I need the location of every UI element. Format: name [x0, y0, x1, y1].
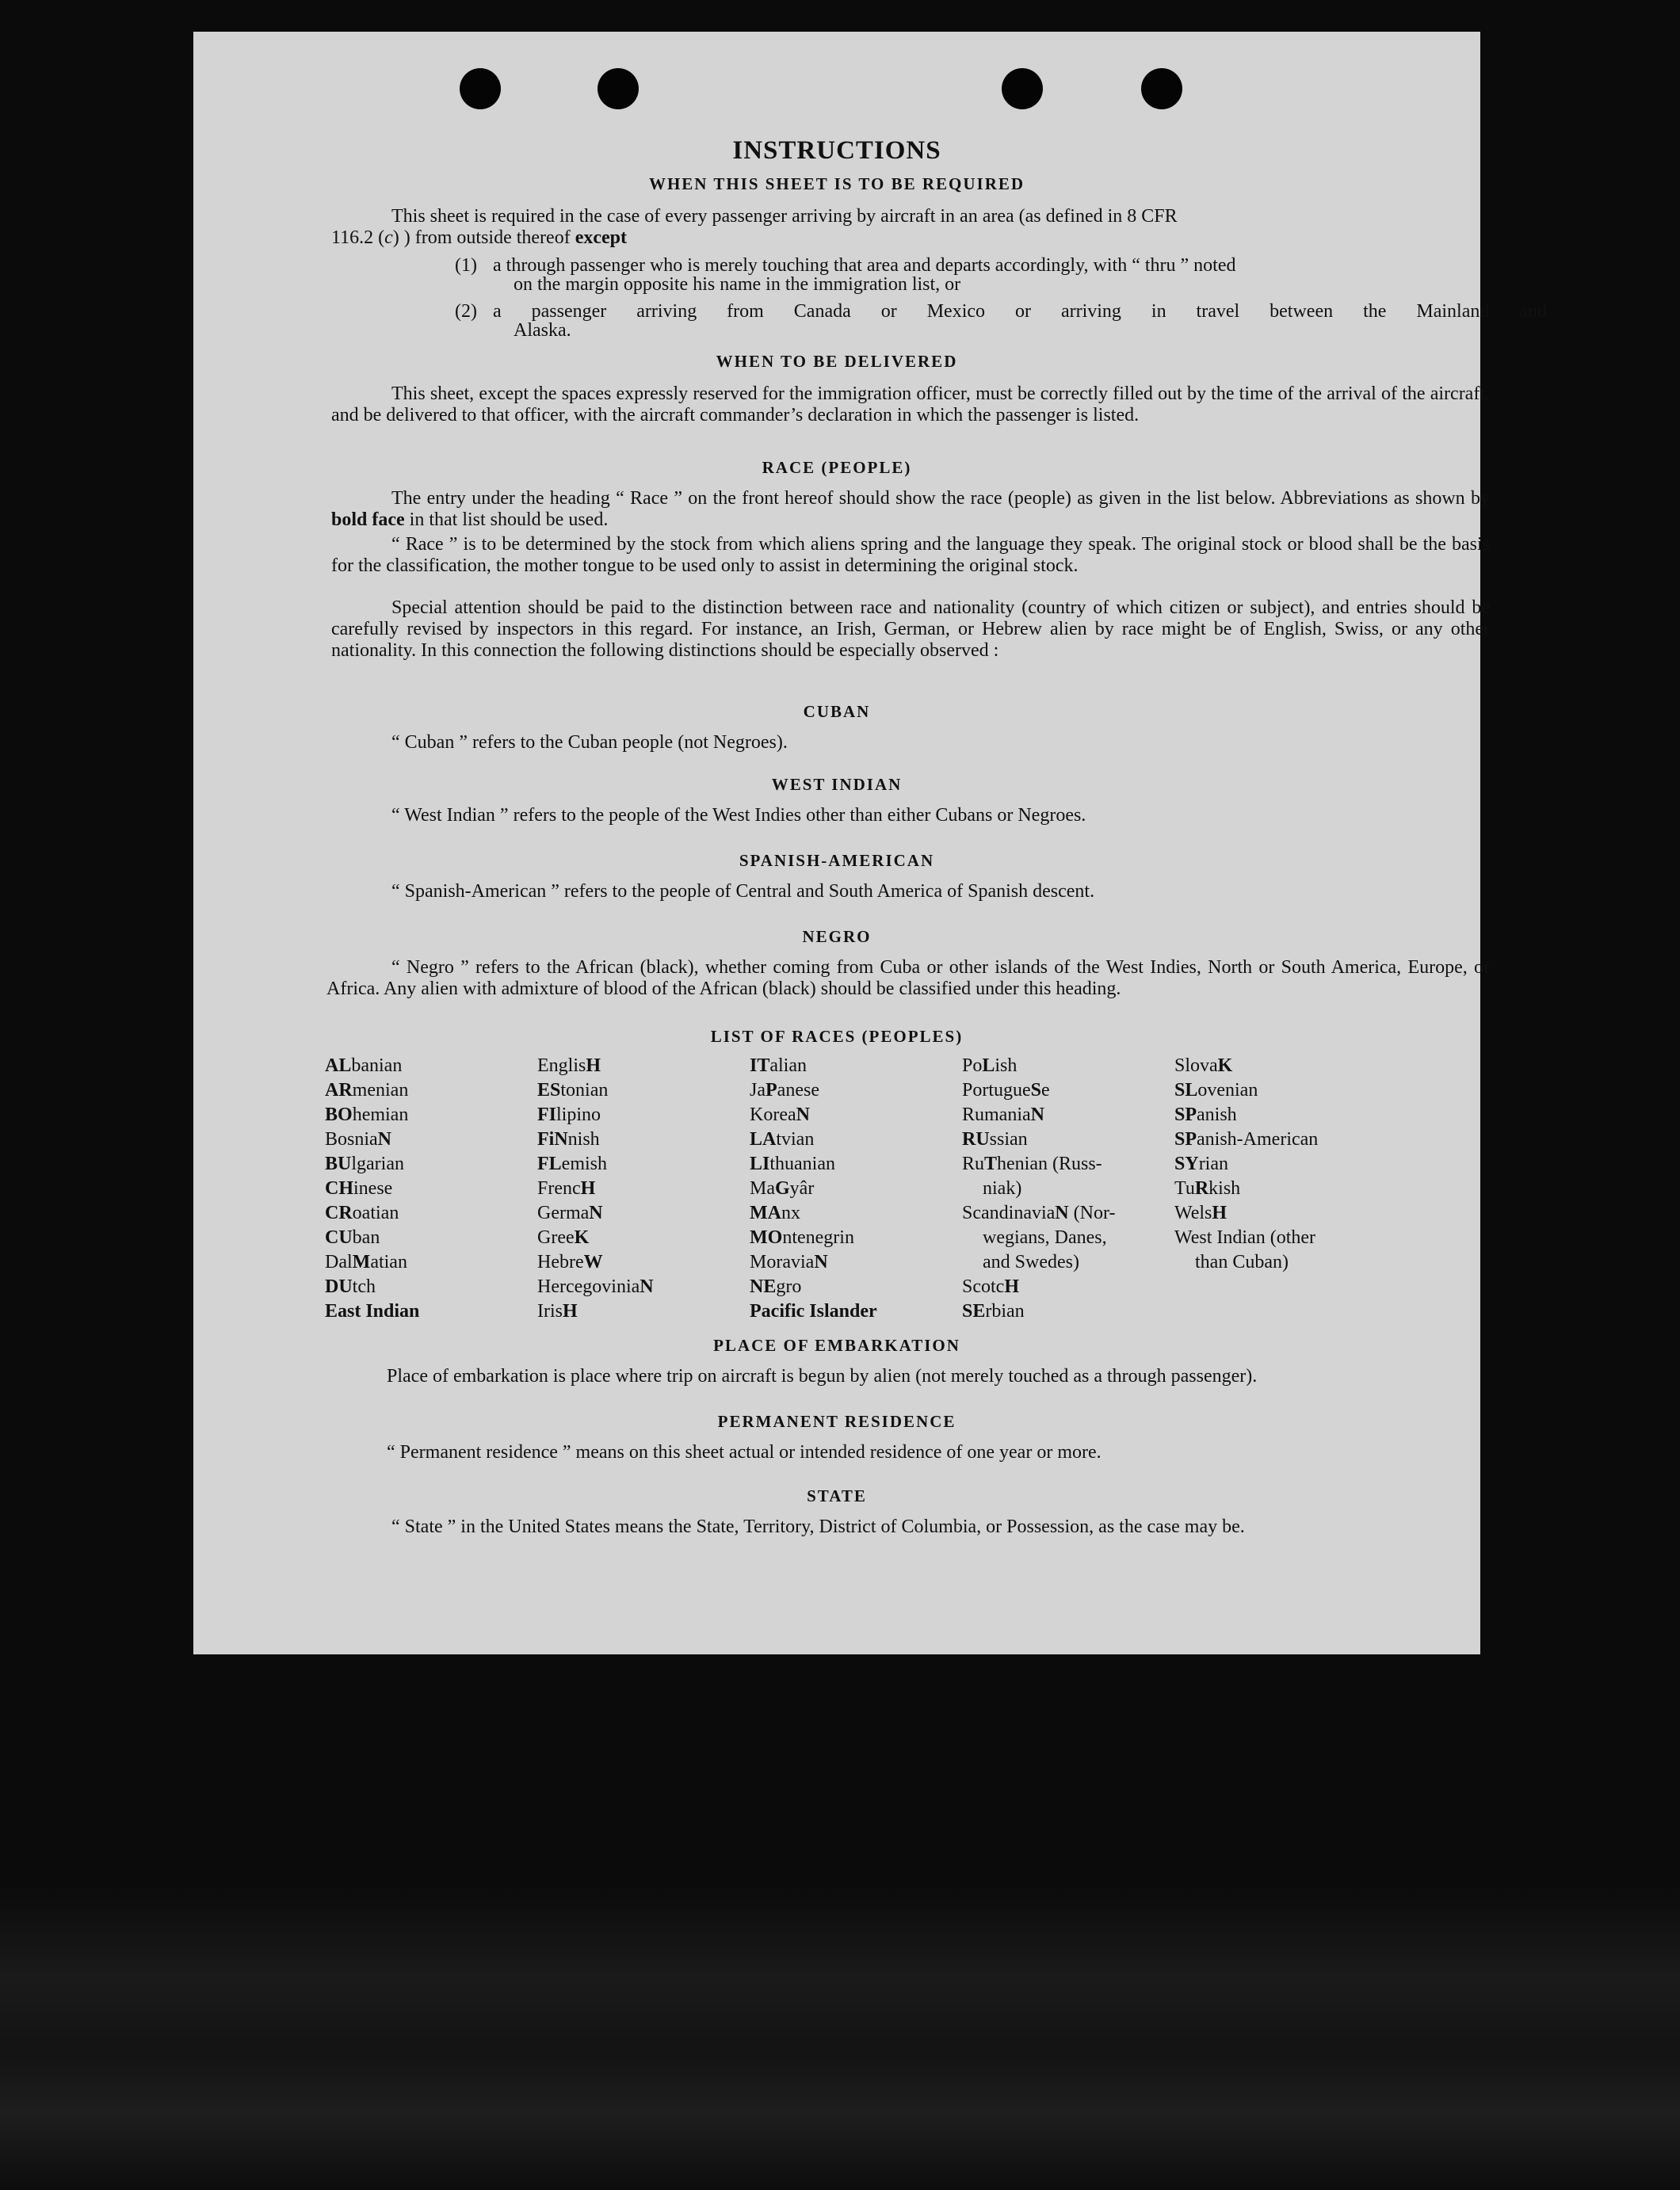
- race-entry-part: West Indian (other: [1174, 1227, 1316, 1248]
- race-entry: [750, 1078, 962, 1103]
- race-entry: [537, 1103, 750, 1127]
- race-entry-part: East Indian: [325, 1301, 420, 1322]
- race-entry-part: H: [1004, 1276, 1019, 1297]
- race-entry: [325, 1299, 537, 1324]
- race-entry-part: Korea: [750, 1105, 796, 1125]
- race-entry-part: FL: [537, 1154, 562, 1174]
- race-entry-part: H: [1212, 1203, 1228, 1223]
- race-entry-part: Hebre: [537, 1252, 584, 1272]
- race-entry-part: Wels: [1174, 1203, 1212, 1223]
- race-entry-part: SP: [1174, 1105, 1197, 1125]
- race-column: [750, 1054, 962, 1324]
- race-entry-part: BO: [325, 1105, 353, 1125]
- race-entry-part: Tu: [1174, 1178, 1195, 1199]
- item-2-line2: Alaska.: [514, 320, 571, 341]
- race-entry-part: yâr: [789, 1178, 815, 1199]
- race-entry: [1174, 1078, 1387, 1103]
- race-entry-part: hemian: [352, 1105, 409, 1125]
- race-entry-part: tvian: [776, 1129, 815, 1150]
- negro-text: “ Negro ” refers to the African (black), whether coming from Cuba or other islands of the West Indies, North or South America, Europe, or Africa. Any alien with admixture of blood of the African (black) should be classified under this heading.: [326, 957, 1490, 999]
- race-entry: [1174, 1201, 1387, 1226]
- race-entry: [1174, 1152, 1387, 1177]
- section-heading-embarkation: PLACE OF EMBARKATION: [713, 1336, 960, 1355]
- item-2-line1: a passenger arriving from Canada or Mexico or arriving in travel between the Mainland and: [493, 301, 1547, 322]
- race-entry: [962, 1299, 1174, 1324]
- race-entry-part: Po: [962, 1055, 983, 1076]
- race-entry: [962, 1127, 1174, 1152]
- race-entry: [750, 1299, 962, 1324]
- race-entry: [1174, 1177, 1387, 1201]
- race-entry: [325, 1177, 537, 1201]
- race-entry-part: CH: [325, 1178, 353, 1199]
- section-heading-state: STATE: [807, 1486, 867, 1505]
- race-entry: [962, 1250, 1174, 1275]
- race-entry-part: SL: [1174, 1080, 1198, 1101]
- race-entry-part: Englis: [537, 1055, 586, 1076]
- item-number-1: (1): [455, 255, 477, 276]
- required-intro-line1: This sheet is required in the case of every passenger arriving by aircraft in an area (as defined in 8 CFR: [391, 206, 1178, 227]
- race-entry: [750, 1226, 962, 1250]
- race-entry: [325, 1127, 537, 1152]
- race-entry-part: e: [1041, 1080, 1050, 1101]
- race-entry-part: kish: [1208, 1178, 1241, 1199]
- race-entry: [750, 1152, 962, 1177]
- race-entry: [325, 1152, 537, 1177]
- race-entry: [1174, 1103, 1387, 1127]
- race-entry-part: menian: [352, 1080, 409, 1101]
- race-entry-part: G: [775, 1178, 790, 1199]
- race-entry-part: Ma: [750, 1178, 775, 1199]
- race-entry-part: ntenegrin: [782, 1227, 854, 1248]
- race-entry: [750, 1054, 962, 1078]
- race-entry-part: thuanian: [769, 1154, 835, 1174]
- race-entry: [325, 1250, 537, 1275]
- race-column: [537, 1054, 750, 1324]
- race-entry: [537, 1201, 750, 1226]
- race-entry-part: N: [1030, 1105, 1044, 1125]
- race-entry-part: anish: [1197, 1105, 1237, 1125]
- race-entry: [962, 1078, 1174, 1103]
- race-entry: [962, 1201, 1174, 1226]
- race-entry-part: Slova: [1174, 1055, 1218, 1076]
- punch-hole: [598, 68, 639, 109]
- race-entry-part: lgarian: [351, 1154, 404, 1174]
- race-entry: [1174, 1226, 1387, 1250]
- race-entry-part: N: [377, 1129, 392, 1150]
- race-entry-part: MO: [750, 1227, 783, 1248]
- cuban-text: “ Cuban ” refers to the Cuban people (not Negroes).: [391, 732, 788, 753]
- race-entry-part: nish: [567, 1129, 600, 1150]
- race-entry-part: Gree: [537, 1227, 575, 1248]
- race-entry-part: N: [796, 1105, 810, 1125]
- race-entry: [962, 1177, 1174, 1201]
- section-heading-negro: NEGRO: [802, 927, 872, 946]
- race-entry-part: H: [563, 1301, 578, 1322]
- race-entry-part: K: [574, 1227, 590, 1248]
- race-entry-part: alian: [769, 1055, 807, 1076]
- delivered-text: This sheet, except the spaces expressly reserved for the immigration officer, must be correctly filled out by the time of the arrival of the aircraft, and be delivered to that officer, with the aircraft commander’s declaration in which the passenger is listed.: [331, 383, 1490, 425]
- film-backdrop: [0, 1886, 1680, 2190]
- race-entry: [537, 1226, 750, 1250]
- race-entry-part: SE: [962, 1301, 986, 1322]
- race-entry-part: Bosnia: [325, 1129, 378, 1150]
- race-column: [1174, 1054, 1387, 1324]
- race-entry: [962, 1103, 1174, 1127]
- race-entry: [750, 1127, 962, 1152]
- section-heading-required: WHEN THIS SHEET IS TO BE REQUIRED: [648, 174, 1025, 193]
- race-entry-part: BU: [325, 1154, 352, 1174]
- race-entry-part: gro: [776, 1276, 802, 1297]
- race-entry-part: ovenian: [1197, 1080, 1258, 1101]
- race-entry-part: S: [1030, 1080, 1042, 1101]
- document-page: [193, 32, 1547, 1654]
- race-entry-part: LI: [750, 1154, 770, 1174]
- race-entry: [750, 1275, 962, 1299]
- race-entry-part: IT: [750, 1055, 770, 1076]
- race-entry-part: and Swedes): [983, 1252, 1079, 1272]
- race-entry-part: H: [586, 1055, 601, 1076]
- punch-hole: [460, 68, 501, 109]
- race-list: [325, 1054, 1387, 1324]
- race-entry-part: anese: [777, 1080, 819, 1101]
- race-entry: [325, 1054, 537, 1078]
- race-entry: [537, 1275, 750, 1299]
- race-paragraph-3: Special attention should be paid to the distinction between race and nationality (country of which citizen or subject), and entries should be carefully revised by inspectors in this regard. For instance, an Irish, German, or Hebrew alien by race might be of English, Swiss, or any other nationality. In this connection the following distinctions should be especially observed :: [331, 597, 1490, 661]
- race-entry-part: P: [766, 1080, 777, 1101]
- section-heading-west-indian: WEST INDIAN: [771, 775, 903, 794]
- race-entry-part: H: [580, 1178, 596, 1199]
- race-entry: [1174, 1127, 1387, 1152]
- race-column: [325, 1054, 537, 1324]
- race-entry-part: Dal: [325, 1252, 353, 1272]
- race-entry-part: N: [814, 1252, 828, 1272]
- section-heading-delivered: WHEN TO BE DELIVERED: [716, 352, 958, 371]
- race-entry: [537, 1177, 750, 1201]
- race-entry-part: tch: [352, 1276, 376, 1297]
- race-entry: [750, 1201, 962, 1226]
- punch-hole: [1141, 68, 1182, 109]
- required-intro-line2: 116.2 (c) ) from outside thereof except: [331, 227, 627, 248]
- state-text: “ State ” in the United States means the State, Territory, District of Columbia, or Possession, as the case may be.: [391, 1517, 1245, 1537]
- section-heading-race: RACE (PEOPLE): [762, 458, 912, 477]
- race-entry-part: rian: [1198, 1154, 1228, 1174]
- race-entry-part: MA: [750, 1203, 781, 1223]
- race-entry-part: L: [982, 1055, 995, 1076]
- race-entry: [962, 1054, 1174, 1078]
- race-entry-part: AL: [325, 1055, 352, 1076]
- race-entry: [1174, 1054, 1387, 1078]
- race-entry: [325, 1201, 537, 1226]
- race-entry-part: tonian: [560, 1080, 609, 1101]
- race-entry-part: Hercegovinia: [537, 1276, 640, 1297]
- race-entry-part: banian: [351, 1055, 403, 1076]
- race-entry-part: RU: [962, 1129, 990, 1150]
- race-entry: [537, 1250, 750, 1275]
- race-entry-part: ban: [352, 1227, 380, 1248]
- race-entry-part: NE: [750, 1276, 777, 1297]
- race-entry-part: oatian: [352, 1203, 399, 1223]
- race-entry-part: Rumania: [962, 1105, 1031, 1125]
- race-entry-part: SY: [1174, 1154, 1199, 1174]
- race-entry-part: Ru: [962, 1154, 985, 1174]
- race-entry: [537, 1152, 750, 1177]
- west-indian-text: “ West Indian ” refers to the people of the West Indies other than either Cubans or Negroes.: [391, 805, 1086, 826]
- spanish-american-text: “ Spanish-American ” refers to the people of Central and South America of Spanish descent.: [391, 881, 1095, 902]
- race-entry-part: N: [1055, 1203, 1069, 1223]
- race-entry: [750, 1250, 962, 1275]
- race-entry-part: nx: [781, 1203, 800, 1223]
- race-entry-part: anish-American: [1197, 1129, 1319, 1150]
- race-entry-part: AR: [325, 1080, 353, 1101]
- item-1-line1: a through passenger who is merely touching that area and departs accordingly, with “ thru ” noted: [493, 255, 1236, 276]
- race-entry: [962, 1275, 1174, 1299]
- item-number-2: (2): [455, 301, 477, 322]
- race-entry: [962, 1226, 1174, 1250]
- race-entry-part: atian: [370, 1252, 407, 1272]
- race-entry: [537, 1054, 750, 1078]
- race-entry-part: FI: [537, 1105, 556, 1125]
- race-entry: [750, 1103, 962, 1127]
- race-entry-part: M: [352, 1252, 371, 1272]
- section-heading-residence: PERMANENT RESIDENCE: [717, 1412, 956, 1431]
- race-entry-part: ES: [537, 1080, 561, 1101]
- item-1-line2: on the margin opposite his name in the immigration list, or: [514, 274, 961, 295]
- race-column: [962, 1054, 1174, 1324]
- race-entry: [325, 1103, 537, 1127]
- race-entry-part: emish: [561, 1154, 607, 1174]
- punch-hole: [1002, 68, 1043, 109]
- race-entry: [750, 1177, 962, 1201]
- race-paragraph-1: The entry under the heading “ Race ” on the front hereof should show the race (people) as given in the list below. Abbreviations as shown by bold face in that list should be used.: [331, 488, 1490, 530]
- race-entry-part: Moravia: [750, 1252, 815, 1272]
- page-title: INSTRUCTIONS: [732, 136, 941, 165]
- race-entry-part: FiN: [537, 1129, 568, 1150]
- race-entry-part: Portugue: [962, 1080, 1031, 1101]
- section-heading-cuban: CUBAN: [803, 702, 871, 721]
- race-entry-part: N: [589, 1203, 603, 1223]
- race-entry-part: W: [583, 1252, 603, 1272]
- race-entry-part: CU: [325, 1227, 353, 1248]
- race-entry-part: Pacific Islander: [750, 1301, 877, 1322]
- race-entry-part: (Nor-: [1068, 1203, 1116, 1223]
- embarkation-text: Place of embarkation is place where trip on aircraft is begun by alien (not merely touched as a through passenger).: [387, 1366, 1258, 1387]
- race-entry-part: T: [984, 1154, 998, 1174]
- race-entry-part: Scotc: [962, 1276, 1005, 1297]
- race-entry: [962, 1152, 1174, 1177]
- residence-text: “ Permanent residence ” means on this sheet actual or intended residence of one year or more.: [387, 1442, 1102, 1463]
- race-entry: [537, 1127, 750, 1152]
- race-entry-part: Scandinavia: [962, 1203, 1056, 1223]
- race-entry-part: CR: [325, 1203, 353, 1223]
- race-entry-part: DU: [325, 1276, 353, 1297]
- race-entry-part: LA: [750, 1129, 777, 1150]
- race-entry-part: wegians, Danes,: [983, 1227, 1107, 1248]
- race-entry: [537, 1299, 750, 1324]
- race-paragraph-2: “ Race ” is to be determined by the stock from which aliens spring and the language they speak. The original stock or blood shall be the basis for the classification, the mother tongue to be used only to assist in determining the original stock.: [331, 534, 1490, 576]
- race-entry-part: Germa: [537, 1203, 590, 1223]
- race-entry-part: ish: [995, 1055, 1018, 1076]
- race-entry-part: N: [640, 1276, 654, 1297]
- race-entry: [1174, 1250, 1387, 1275]
- race-entry-part: Frenc: [537, 1178, 581, 1199]
- section-heading-list-of-races: LIST OF RACES (PEOPLES): [710, 1027, 964, 1046]
- race-entry-part: than Cuban): [1195, 1252, 1289, 1272]
- race-entry-part: niak): [983, 1178, 1022, 1199]
- race-entry-part: lipino: [556, 1105, 601, 1125]
- race-entry-part: inese: [353, 1178, 393, 1199]
- race-entry-part: ssian: [989, 1129, 1028, 1150]
- race-entry-part: henian (Russ-: [997, 1154, 1102, 1174]
- race-entry-part: Iris: [537, 1301, 563, 1322]
- race-entry-part: rbian: [985, 1301, 1025, 1322]
- race-entry-part: Ja: [750, 1080, 766, 1101]
- section-heading-spanish-american: SPANISH-AMERICAN: [739, 851, 935, 870]
- race-entry: [537, 1078, 750, 1103]
- race-entry-part: SP: [1174, 1129, 1197, 1150]
- race-entry-part: R: [1194, 1178, 1209, 1199]
- race-entry-part: K: [1217, 1055, 1233, 1076]
- race-entry: [325, 1078, 537, 1103]
- race-entry: [325, 1226, 537, 1250]
- race-entry: [325, 1275, 537, 1299]
